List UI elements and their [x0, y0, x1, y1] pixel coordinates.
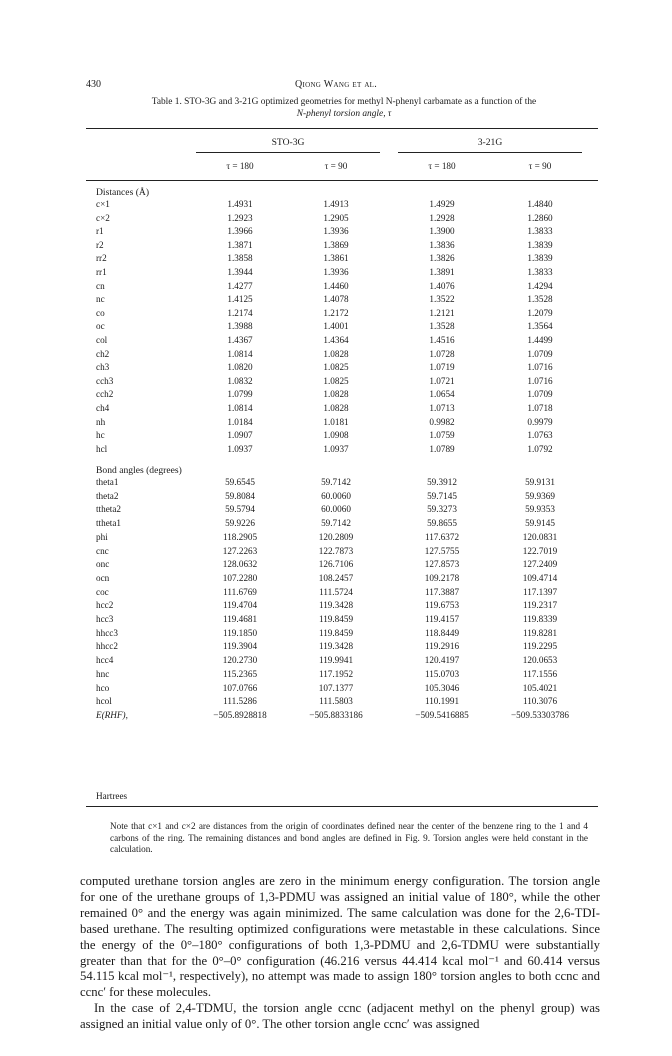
- table-cell: 108.2457: [318, 572, 354, 583]
- group-rule-sto3g: [196, 152, 380, 153]
- table-row: [0, 321, 672, 333]
- table-row: [0, 628, 672, 640]
- row-label: hcc3: [96, 614, 114, 624]
- table-cell: 119.4681: [222, 614, 258, 624]
- table-cell: 119.2916: [424, 641, 460, 652]
- row-label: hc: [96, 430, 105, 441]
- table-cell: 1.2079: [527, 307, 553, 318]
- table-row: [0, 559, 672, 571]
- table-row: [0, 504, 672, 516]
- table-row: [0, 491, 672, 503]
- table-cell: 1.3869: [323, 239, 349, 250]
- table-cell: 1.0820: [227, 362, 253, 373]
- row-label: theta1: [96, 477, 119, 487]
- table-cell: 107.0766: [222, 682, 258, 693]
- row-label: hhcc3: [96, 627, 118, 638]
- table-cell: 1.3944: [227, 267, 253, 277]
- row-label: cch2: [96, 389, 114, 400]
- table-cell: 1.4364: [323, 335, 349, 345]
- table-cell: 117.1952: [318, 668, 354, 679]
- table-cell: 119.4157: [424, 614, 460, 624]
- table-cell: 59.9226: [225, 518, 255, 529]
- table-cell: 1.3900: [429, 226, 455, 237]
- row-label: ttheta2: [96, 504, 122, 515]
- table-cell: 1.0728: [429, 348, 455, 359]
- table-cell: 119.8459: [318, 627, 354, 638]
- row-label: hhcc2: [96, 641, 118, 652]
- table-cell: 1.4367: [227, 335, 253, 345]
- table-cell: 1.3826: [429, 253, 455, 264]
- table-cell: 1.0184: [227, 416, 253, 427]
- table-cell: 1.3936: [323, 226, 349, 237]
- table-cell: 1.4913: [323, 199, 349, 209]
- row-label: r1: [96, 226, 104, 237]
- row-label: r2: [96, 239, 104, 250]
- row-label: theta2: [96, 490, 119, 501]
- row-label: cch3: [96, 375, 114, 386]
- table-cell: 1.4931: [227, 199, 253, 209]
- subheader-sto3g-90: τ = 90: [324, 161, 348, 171]
- table-row: [0, 477, 672, 489]
- group-header-321g: 3-21G: [477, 137, 503, 148]
- table-row: [0, 573, 672, 585]
- table-row: [0, 240, 672, 252]
- table-cell: 1.0814: [227, 403, 253, 413]
- table-cell: −505.8833186: [309, 709, 363, 720]
- table-cell: 119.4704: [222, 600, 258, 611]
- row-label: ch4: [96, 403, 110, 413]
- table-cell: 1.0908: [323, 430, 349, 441]
- table-cell: 1.3839: [527, 239, 553, 250]
- table-cell: 1.0814: [227, 348, 253, 359]
- table-cell: 59.9145: [525, 518, 555, 529]
- table-cell: 1.0716: [527, 375, 553, 386]
- table-note: Note that c×1 and c×2 are distances from the origin of coordinates defined near the center of the benzene ring to the 1 and 4 carbons of the ring. The remaining distances and bond angles are defined in Fig. 9. Torsion angles were held constant in the calculation.: [110, 821, 588, 854]
- table-cell: 59.6545: [225, 477, 255, 487]
- table-cell: 0.9982: [429, 416, 455, 427]
- table-cell: 110.1991: [424, 696, 460, 707]
- table-cell: −509.53303786: [510, 709, 569, 720]
- table-row: [0, 267, 672, 279]
- table-cell: 1.4125: [227, 294, 253, 305]
- subheader-321g-90: τ = 90: [528, 161, 552, 171]
- table-cell: 1.0654: [429, 389, 455, 400]
- section-distances: Distances (Å): [96, 187, 150, 198]
- table-row: [0, 532, 672, 544]
- row-label: co: [96, 307, 105, 318]
- table-cell: 1.0828: [323, 389, 349, 400]
- table-cell: 111.5724: [319, 586, 353, 597]
- row-label: cnc: [96, 545, 109, 556]
- table-row: [0, 614, 672, 626]
- table-cell: −509.5416885: [415, 709, 469, 720]
- row-label: nc: [96, 294, 105, 305]
- table-cell: 1.3988: [227, 321, 253, 332]
- table-cell: 59.7142: [321, 477, 351, 487]
- table-cell: 1.0713: [429, 403, 455, 413]
- table-cell: 107.1377: [318, 682, 354, 693]
- table-cell: 60.0060: [321, 490, 351, 501]
- table-cell: 118.2905: [222, 531, 258, 542]
- table-cell: 105.3046: [424, 682, 460, 693]
- table-cell: 59.8084: [225, 490, 255, 501]
- table-row: [0, 641, 672, 653]
- table-row: [0, 546, 672, 558]
- subheader-321g-180: τ = 180: [428, 161, 456, 171]
- row-label: coc: [96, 586, 109, 597]
- table-cell: 1.0709: [527, 348, 553, 359]
- table-row: [0, 403, 672, 415]
- table-cell: 59.9353: [525, 504, 555, 515]
- table-cell: 1.3871: [227, 239, 253, 250]
- table-row: [0, 600, 672, 612]
- table-cell: 1.3836: [429, 239, 455, 250]
- table-cell: 119.8459: [318, 614, 354, 624]
- table-cell: 110.3076: [522, 696, 558, 707]
- table-cell: 1.3858: [227, 253, 253, 264]
- table-bottom-rule: [86, 806, 598, 807]
- table-cell: 1.2860: [527, 212, 553, 223]
- table-cell: 127.2263: [222, 545, 258, 556]
- table-cell: 1.3833: [527, 267, 553, 277]
- table-cell: 119.2317: [522, 600, 558, 611]
- row-label: c×1: [96, 199, 110, 209]
- table-row: [0, 213, 672, 225]
- table-cell: 1.0716: [527, 362, 553, 373]
- table-cell: 122.7873: [318, 545, 354, 556]
- table-cell: 1.2174: [227, 307, 253, 318]
- table-cell: 1.4078: [323, 294, 349, 305]
- table-cell: 1.4294: [527, 280, 553, 291]
- table-cell: 1.0718: [527, 403, 553, 413]
- table-cell: 1.0907: [227, 430, 253, 441]
- row-label: hcc4: [96, 655, 114, 666]
- table-cell: 1.3861: [323, 253, 349, 264]
- table-cell: 118.8449: [424, 627, 460, 638]
- row-label: hcol: [96, 696, 112, 707]
- table-row: [0, 308, 672, 320]
- table-row: [0, 349, 672, 361]
- table-cell: 119.1850: [222, 627, 258, 638]
- table-cell: 1.0825: [323, 362, 349, 373]
- table-cell: 1.0832: [227, 375, 253, 386]
- table-cell: 1.0828: [323, 403, 349, 413]
- table-cell: 59.5794: [225, 504, 255, 515]
- table-cell: 111.6769: [223, 586, 257, 597]
- table-cell: 127.8573: [424, 559, 460, 570]
- table-cell: 126.7106: [318, 559, 354, 570]
- table-cell: 127.2409: [522, 559, 558, 570]
- table-cell: 127.5755: [424, 545, 460, 556]
- table-cell: 1.3522: [429, 294, 455, 305]
- table-cell: 122.7019: [522, 545, 558, 556]
- table-cell: 59.3912: [427, 477, 457, 487]
- table-cell: 120.4197: [424, 655, 460, 666]
- group-header-sto3g: STO-3G: [271, 137, 305, 148]
- table-cell: 120.0653: [522, 655, 558, 666]
- table-cell: 1.3966: [227, 226, 253, 237]
- table-cell: 59.9131: [525, 477, 555, 487]
- table-row: [0, 587, 672, 599]
- table-cell: 117.6372: [424, 531, 460, 542]
- body-text: [80, 874, 600, 1033]
- table-row: [0, 683, 672, 695]
- table-row: [0, 362, 672, 374]
- table-cell: 119.3428: [318, 641, 354, 652]
- table-row: [0, 444, 672, 456]
- table-cell: 120.2809: [318, 531, 354, 542]
- table-cell: 59.9369: [525, 490, 555, 501]
- table-cell: 1.0709: [527, 389, 553, 400]
- table-row: [0, 226, 672, 238]
- table-row: [0, 655, 672, 667]
- table-cell: 59.3273: [427, 504, 457, 515]
- table-cell: 60.0060: [321, 504, 351, 515]
- table-cell: 119.8339: [522, 614, 558, 624]
- row-label: cn: [96, 280, 105, 291]
- table-cell: 1.2121: [429, 307, 455, 318]
- table-cell: 1.0828: [323, 348, 349, 359]
- table-cell: 1.0937: [227, 443, 253, 454]
- table-cell: 109.2178: [424, 572, 460, 583]
- table-cell: 1.4076: [429, 280, 455, 291]
- caption-line-2: N-phenyl torsion angle, τ: [296, 109, 392, 119]
- table-cell: 1.3528: [527, 294, 553, 305]
- row-label: hcc2: [96, 600, 114, 611]
- table-cell: 120.0831: [522, 531, 558, 542]
- header-bottom-rule: [86, 180, 598, 181]
- table-cell: 1.4499: [527, 335, 553, 345]
- table-cell: 119.9941: [318, 655, 354, 666]
- table-cell: 1.0719: [429, 362, 455, 373]
- table-row: [0, 710, 672, 722]
- body-paragraph-1: computed urethane torsion angles are zero in the minimum energy configuration. The torsion angle for one of the urethane groups of 1,3-PDMU was assigned an initial value of 180°, while the other remained 0° and the energy was again minimized. The same calculation was done for the 2,6-TDI-based urethane. The resulting optimized configurations were metastable in these calculations. Since the energy of the 0°–180° configurations of both 1,3-PDMU and 2,6-TDMU were substantially greater than that for the 0°–0° configuration (46.216 versus 44.414 kcal mol⁻¹ and 60.414 versus 54.115 kcal mol⁻¹, respectively), no attempt was made to assign 180° torsion angles to both ccnc and ccnc′ for these molecules.: [80, 874, 600, 1000]
- table-cell: 117.1556: [522, 668, 558, 679]
- table-cell: 1.0937: [323, 443, 349, 454]
- table-row: [0, 518, 672, 530]
- table-cell: 111.5803: [319, 696, 353, 707]
- table-caption: [96, 96, 592, 120]
- table-cell: 1.0799: [227, 389, 253, 400]
- table-cell: 1.4516: [429, 335, 455, 345]
- table-cell: 59.8655: [427, 518, 457, 529]
- table-cell: 1.4460: [323, 280, 349, 291]
- page-number: 430: [86, 79, 101, 90]
- table-cell: 1.2928: [429, 212, 455, 223]
- row-label: ttheta1: [96, 518, 122, 529]
- table-cell: 1.3564: [527, 321, 553, 332]
- table-cell: 120.2730: [222, 655, 258, 666]
- row-label: onc: [96, 559, 110, 570]
- section-bond-angles: Bond angles (degrees): [96, 465, 182, 476]
- table-cell: 119.8281: [522, 627, 558, 638]
- row-label: rr2: [96, 253, 107, 264]
- table-cell: 105.4021: [522, 682, 558, 693]
- table-cell: 1.3528: [429, 321, 455, 332]
- row-label: col: [96, 335, 108, 345]
- table-cell: 115.0703: [424, 668, 460, 679]
- table-cell: −505.8928818: [213, 709, 267, 720]
- table-cell: 1.0792: [527, 443, 553, 454]
- table-cell: 119.3904: [222, 641, 258, 652]
- table-cell: 1.0789: [429, 443, 455, 454]
- table-cell: 1.3839: [527, 253, 553, 264]
- table-cell: 128.0632: [222, 559, 258, 570]
- table-cell: 1.0825: [323, 375, 349, 386]
- table-cell: 1.4277: [227, 280, 253, 291]
- table-cell: 59.7145: [427, 490, 457, 501]
- table-cell: 117.3887: [424, 586, 460, 597]
- row-label: hco: [96, 682, 110, 693]
- table-cell: 1.2905: [323, 212, 349, 223]
- row-label: ocn: [96, 572, 110, 583]
- table-cell: 117.1397: [522, 586, 558, 597]
- table-row: [0, 389, 672, 401]
- group-rule-321g: [398, 152, 582, 153]
- row-label: rr1: [96, 267, 107, 277]
- row-label: hnc: [96, 668, 110, 679]
- energy-unit: Hartrees: [96, 791, 128, 801]
- table-cell: 1.0181: [323, 416, 349, 427]
- table-cell: 109.4714: [522, 572, 558, 583]
- running-head: Qiong Wang et al.: [294, 79, 378, 90]
- table-cell: 0.9979: [527, 416, 553, 427]
- table-row: [0, 376, 672, 388]
- table-row: [0, 417, 672, 429]
- body-paragraph-2: In the case of 2,4-TDMU, the torsion angle ccnc (adjacent methyl on the phenyl group) was assigned an initial value only of 0°. The other torsion angle ccnc′ was assigned: [80, 1001, 600, 1032]
- table-cell: 119.3428: [318, 600, 354, 611]
- row-label: E(RHF),: [96, 709, 128, 720]
- row-label: ch2: [96, 348, 110, 359]
- table-cell: 1.3936: [323, 267, 349, 277]
- table-row: [0, 281, 672, 293]
- table-cell: 1.4840: [527, 199, 553, 209]
- row-label: phi: [96, 531, 108, 542]
- subheader-sto3g-180: τ = 180: [226, 161, 254, 171]
- caption-line-1: Table 1. STO-3G and 3-21G optimized geometries for methyl N-phenyl carbamate as a function of the: [151, 97, 537, 107]
- table-row: [0, 430, 672, 442]
- row-label: ch3: [96, 362, 110, 373]
- table-row: [0, 335, 672, 347]
- table-cell: 107.2280: [222, 572, 258, 583]
- table-cell: 1.4001: [323, 321, 349, 332]
- table-cell: 1.2172: [323, 307, 349, 318]
- table-cell: 1.2923: [227, 212, 253, 223]
- table-row: [0, 294, 672, 306]
- table-cell: 1.3891: [429, 267, 455, 277]
- table-cell: 119.6753: [424, 600, 460, 611]
- table-cell: 1.4929: [429, 199, 455, 209]
- row-label: oc: [96, 321, 105, 332]
- table-row: [0, 253, 672, 265]
- row-label: c×2: [96, 212, 110, 223]
- table-cell: 1.3833: [527, 226, 553, 237]
- table-cell: 1.0759: [429, 430, 455, 441]
- table-cell: 115.2365: [222, 668, 258, 679]
- row-label: hcl: [96, 443, 108, 454]
- table-row: [0, 669, 672, 681]
- table-cell: 1.0721: [429, 375, 455, 386]
- table-cell: 119.2295: [522, 641, 558, 652]
- table-row: [0, 199, 672, 211]
- table-top-rule: [86, 128, 598, 129]
- table-cell: 1.0763: [527, 430, 553, 441]
- row-label: nh: [96, 416, 106, 427]
- table-cell: 111.5286: [223, 696, 257, 707]
- table-row: [0, 696, 672, 708]
- table-cell: 59.7142: [321, 518, 351, 529]
